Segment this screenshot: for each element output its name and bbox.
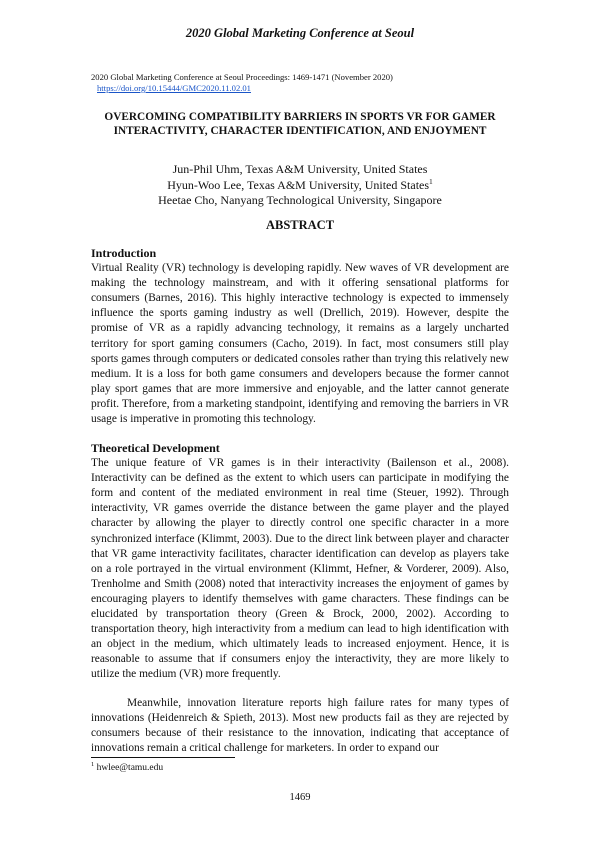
author-list bbox=[80, 162, 520, 209]
footnote-email[interactable]: hwlee@tamu.edu bbox=[96, 763, 164, 773]
section-paragraph: Virtual Reality (VR) technology is developing rapidly. New waves of VR development are making the technology mainstream, and with it offering sensational platforms for consumers (Barnes, 2016). This highly interactive technology is expected to immensely influence the sports gaming industry as well (Drellich, 2019). However, despite the promise of VR as a rapidly advancing technology, it remains as a largely uncharted territory for sport gaming consumers (Cacho, 2019). In fact, most consumers still play sports games through computers or dedicated consoles rather than trying this relatively new medium. It is a loss for both game consumers and developers because the former cannot play sport games that are more immersive and enjoyable, and the latter cannot generate profit. Therefore, from a marketing standpoint, identifying and removing the barriers in VR usage is imperative in promoting this technology. bbox=[91, 262, 509, 426]
section-heading: Theoretical Development bbox=[91, 441, 220, 455]
proceedings-info bbox=[91, 72, 393, 94]
section-introduction bbox=[91, 246, 509, 427]
paper-title: OVERCOMING COMPATIBILITY BARRIERS IN SPORTS VR FOR GAMER INTERACTIVITY, CHARACTER IDENTIFICATION, AND ENJOYMENT bbox=[104, 111, 496, 137]
proceedings-citation: 2020 Global Marketing Conference at Seoul Proceedings: 1469-1471 (November 2020) bbox=[91, 72, 393, 82]
section-heading: Introduction bbox=[91, 246, 157, 260]
footnote-marker[interactable]: 1 bbox=[429, 176, 433, 186]
page-number: 1469 bbox=[289, 792, 311, 803]
section-theoretical-development bbox=[91, 441, 509, 683]
author-line: Hyun-Woo Lee, Texas A&M University, United States$^1$ bbox=[167, 176, 433, 192]
doi-link[interactable]: https://doi.org/10.15444/GMC2020.11.02.01 bbox=[97, 83, 251, 93]
footnote-mark: 1 bbox=[91, 761, 95, 768]
author-line: Heetae Cho, Nanyang Technological University, Singapore bbox=[158, 193, 442, 207]
author-line: Jun-Phil Uhm, Texas A&M University, United States bbox=[172, 162, 428, 176]
running-head: 2020 Global Marketing Conference at Seoul bbox=[185, 26, 415, 40]
section-paragraph: The unique feature of VR games is in their interactivity (Bailenson et al., 2008). Interactivity can be defined as the extent to which users can participate in modifying the form and content of the mediated environment in real time (Steuer, 1992). Through interactivity, VR games override the distance between the game player and the played character by allowing the player to directly control one specific character in a more synchronized interface (Klimmt, 2003). Due to the direct link between player and character that VR game interactivity facilitates, character identification can develop as players take on a role portrayed in the virtual environment (Klimmt, Hefner, & Vorderer, 2009). Also, Trenholme and Smith (2008) noted that interactivity increases the enjoyment of games by encouraging players to identify themselves with game characters. These findings can be elucidated by transportation theory (Green & Brock, 2000, 2002). According to transportation theory, high interactivity from a medium can lead to high identification with an object in the medium, which ultimately leads to increased enjoyment. Hence, it is reasonable to assume that if consumers enjoy the interactivity, they are more likely to utilize the medium (VR) more frequently. bbox=[91, 457, 509, 681]
footnote bbox=[91, 763, 163, 773]
section-continuation bbox=[91, 696, 509, 756]
section-paragraph: Meanwhile, innovation literature reports high failure rates for many types of innovations (Heidenreich & Spieth, 2013). Most new products fail as they are rejected by consumers because of their resistance to the innovation, indicating that acceptance of innovations remain a critical challenge for marketers. In order to expand our bbox=[91, 697, 509, 755]
abstract-heading: ABSTRACT bbox=[265, 218, 335, 232]
footnote-divider bbox=[91, 757, 235, 758]
